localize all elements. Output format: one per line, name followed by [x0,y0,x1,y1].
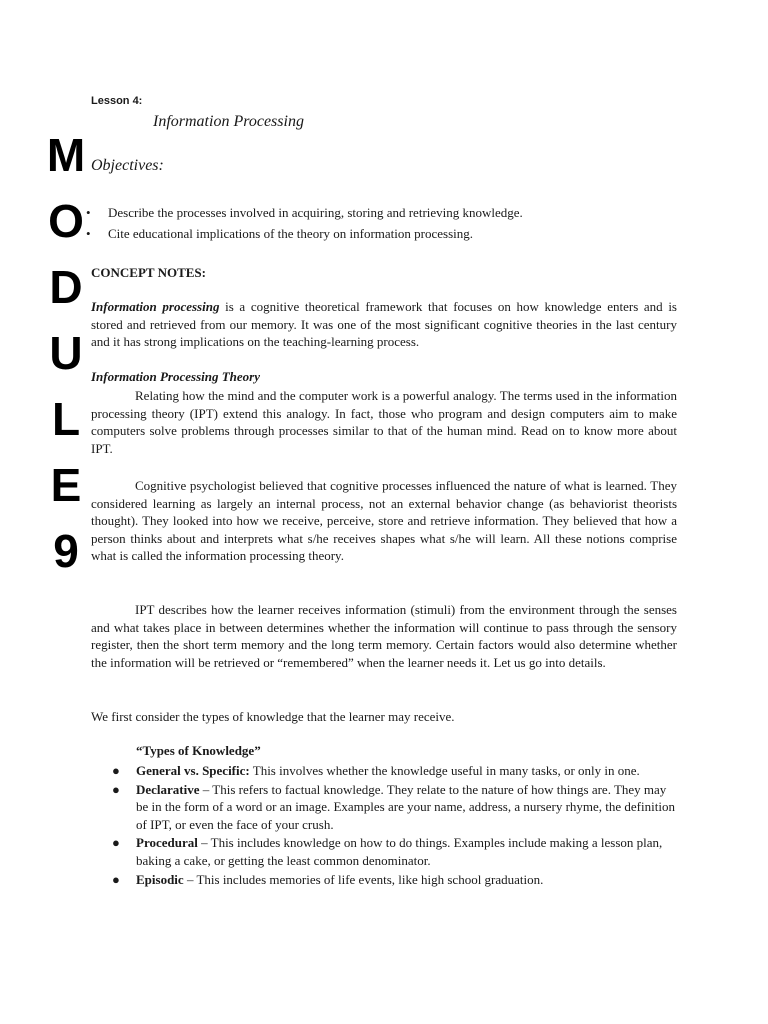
bullet-icon: ● [112,781,120,797]
knowledge-term: Episodic [136,871,184,887]
sidebar-letter-e: E [50,459,82,511]
sidebar-letter-m: M [46,129,86,181]
lesson-title: Information Processing [153,113,304,130]
theory-paragraph-1: Relating how the mind and the computer work is a powerful analogy. The terms used in the information processing theory (IPT) extend this analogy. In fact, those who program and design computers aim to make computers solve problems through processes similar to that of the human mind. Read on to know more about IPT. [91,388,677,456]
knowledge-description: – This includes knowledge on how to do things. Examples include making a lesson plan, baking a cake, or getting the least common denominator. [136,835,663,868]
knowledge-type-item [112,762,678,780]
types-of-knowledge-heading: “Types of Knowledge” [136,743,261,758]
intro-text: is a cognitive theoretical framework that focuses on how knowledge enters and is stored and retrieved from our memory. It was one of the most significant cognitive theories in the last century and it has strong implications on the teaching-learning process. [91,299,677,350]
concept-notes-heading: CONCEPT NOTES: [91,265,206,280]
knowledge-type-item [112,834,678,869]
knowledge-type-item [112,781,678,834]
knowledge-term: General vs. Specific: [136,763,250,778]
lesson-label: Lesson 4: [91,95,143,107]
sidebar-letter-l: L [51,393,81,445]
sidebar-letter-u: U [49,327,83,379]
bullet-icon: ● [112,835,120,851]
knowledge-description: – This refers to factual knowledge. They relate to the nature of how things are. They may be in the form of a word or an image. Examples are your name, address, a nursery rhyme, the definition of IPT, or even the face of your crush. [136,781,675,832]
sidebar-letter-9: 9 [53,525,79,577]
theory-paragraph-3: IPT describes how the learner receives information (stimuli) from the environment through the senses and what takes place in between determines whether the information will continue to pass through the sensory register, then the short term memory and the long term memory. Certain factors would also determine whether the information will be retrieved or “remembered” when the learner needs it. Let us go into details. [91,602,677,670]
intro-paragraph [91,298,677,351]
objective-text: Describe the processes involved in acquiring, storing and retrieving knowledge. [108,205,523,220]
theory-paragraph-2: Cognitive psychologist believed that cognitive processes influenced the nature of what is learned. They considered learning as largely an internal process, not an external behavior change (as behaviorist theorists thought). They looked into how we receive, perceive, store and retrieve information. They believed that how a person thinks about and interprets what s/he receives shapes what s/he will learn. All these notions comprise what is called the information processing theory. [91,478,677,564]
bullet-icon: • [86,205,91,220]
theory-paragraph-4: We first consider the types of knowledge that the learner may receive. [91,709,455,724]
objective-text: Cite educational implications of the theory on information processing. [108,226,473,241]
sidebar-letter-o: O [48,195,84,247]
knowledge-types-list [112,762,678,889]
knowledge-term: Procedural [136,835,198,851]
sidebar-letter-d: D [49,261,83,313]
objectives-heading: Objectives: [91,157,164,174]
bullet-icon: ● [112,871,120,887]
knowledge-term: Declarative [136,781,200,797]
intro-term: Information processing [91,299,220,314]
knowledge-description: This involves whether the knowledge useful in many tasks, or only in one. [249,763,640,778]
theory-heading: Information Processing Theory [91,369,261,384]
objectives-list [86,202,686,244]
knowledge-type-item [112,871,678,889]
knowledge-description: – This includes memories of life events, like high school graduation. [183,871,544,887]
bullet-icon: ● [112,763,120,778]
objective-item [86,202,686,223]
bullet-icon: • [86,226,91,241]
objective-item [86,223,686,244]
